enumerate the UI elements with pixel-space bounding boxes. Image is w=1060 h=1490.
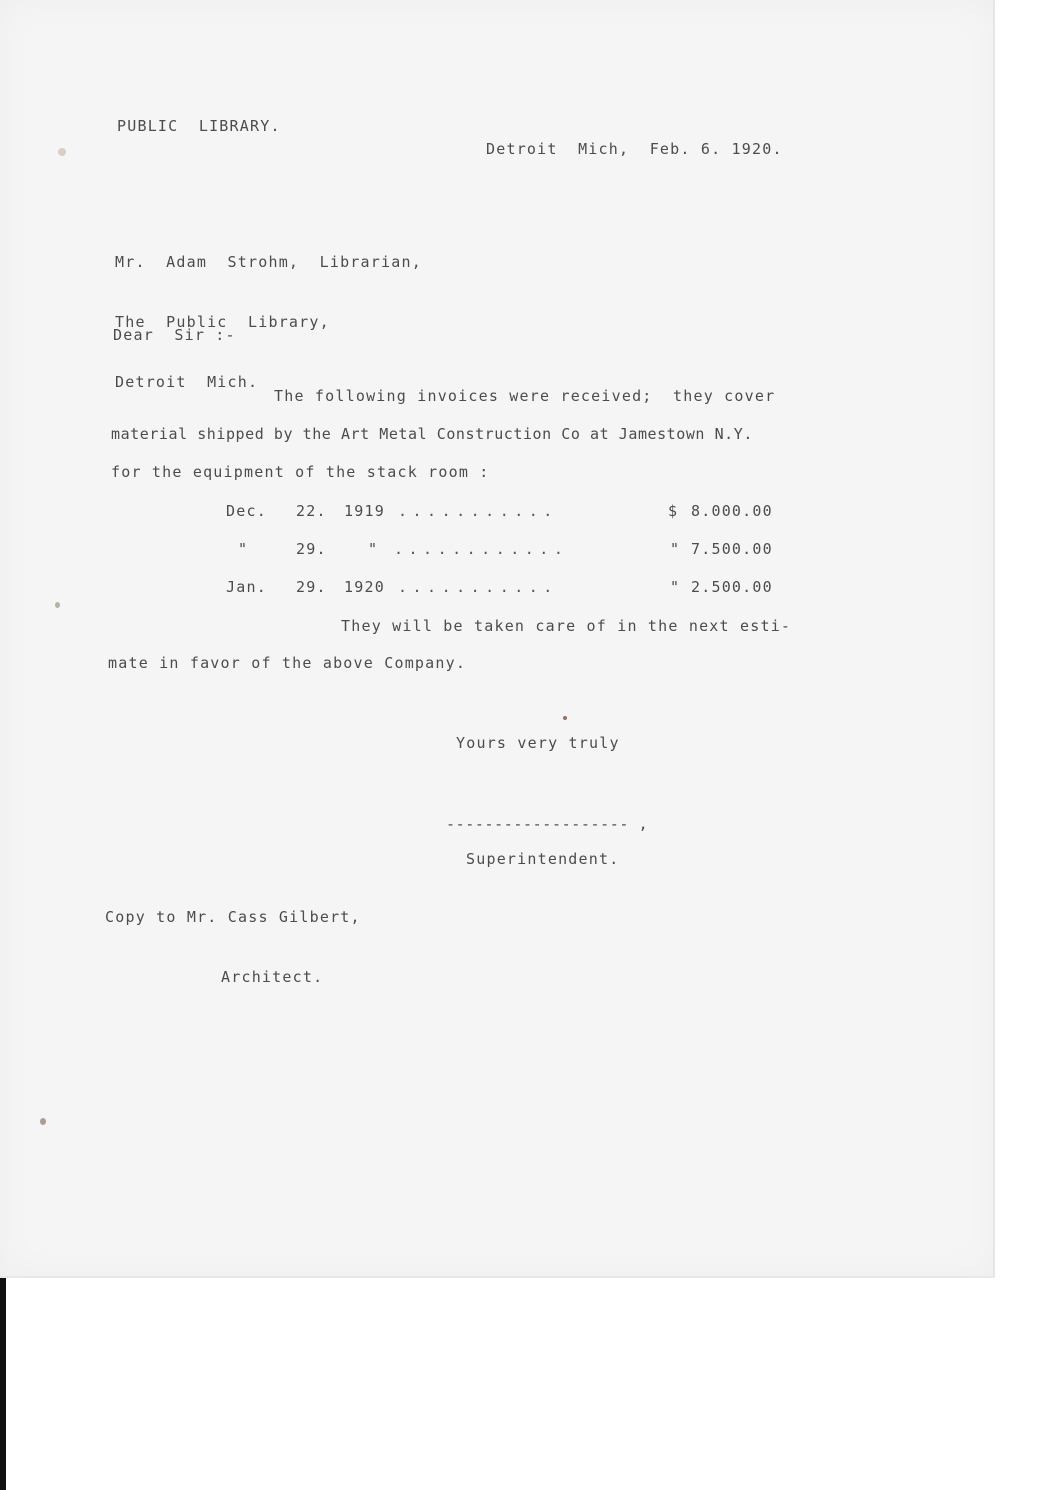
invoice-amount: 8.000.00 [691,502,773,520]
invoice-day: 29. [296,540,327,558]
invoice-currency: " [670,578,681,596]
invoice-currency: $ [668,502,679,520]
closing-line: They will be taken care of in the next esti- [341,617,792,635]
addressee-line: Detroit Mich. [115,373,259,391]
letterhead: PUBLIC LIBRARY. [117,117,281,135]
dateline: Detroit Mich, Feb. 6. 1920. [486,140,783,158]
copy-note-line: Copy to Mr. Cass Gilbert, [105,908,361,926]
invoice-amount: 2.500.00 [691,578,773,596]
signature-title: Superintendent. [466,850,620,868]
copy-note [105,867,361,1007]
invoice-month: Dec. [226,502,267,520]
salutation: Dear Sir :- [113,326,236,344]
background-margin [995,0,1060,1490]
invoice-month: " [238,540,249,558]
invoice-currency: " [670,540,681,558]
closing-line: mate in favor of the above Company. [108,654,467,672]
copy-note-line: Architect. [221,968,324,986]
invoice-month: Jan. [226,578,267,596]
signature-line: ------------------- , [446,815,649,833]
paper-speck [563,716,567,720]
scan-border [0,1278,6,1490]
invoice-row [226,540,806,562]
invoice-row [226,502,806,524]
body-line: The following invoices were received; they cover [274,387,776,405]
paper-speck [55,602,60,608]
invoice-amount: 7.500.00 [691,540,773,558]
body-line: material shipped by the Art Metal Construction Co at Jamestown N.Y. [111,425,753,443]
addressee-line: Mr. Adam Strohm, Librarian, [115,253,422,271]
leader-dots: ............ [394,540,569,558]
leader-dots: ........... [398,578,558,596]
paper-speck [40,1118,46,1125]
paper-speck [58,148,66,156]
invoice-row [226,578,806,600]
leader-dots: ........... [398,502,558,520]
addressee-line: The Public Library, [115,313,330,331]
invoice-day: 29. [296,578,327,596]
valediction: Yours very truly [456,734,620,752]
addressee-block [115,212,422,412]
body-line: for the equipment of the stack room : [111,463,490,481]
invoice-year: 1920 [344,578,385,596]
invoice-year: 1919 [344,502,385,520]
invoice-year: " [368,540,379,558]
invoice-day: 22. [296,502,327,520]
page-bottom-shadow [0,1276,995,1278]
